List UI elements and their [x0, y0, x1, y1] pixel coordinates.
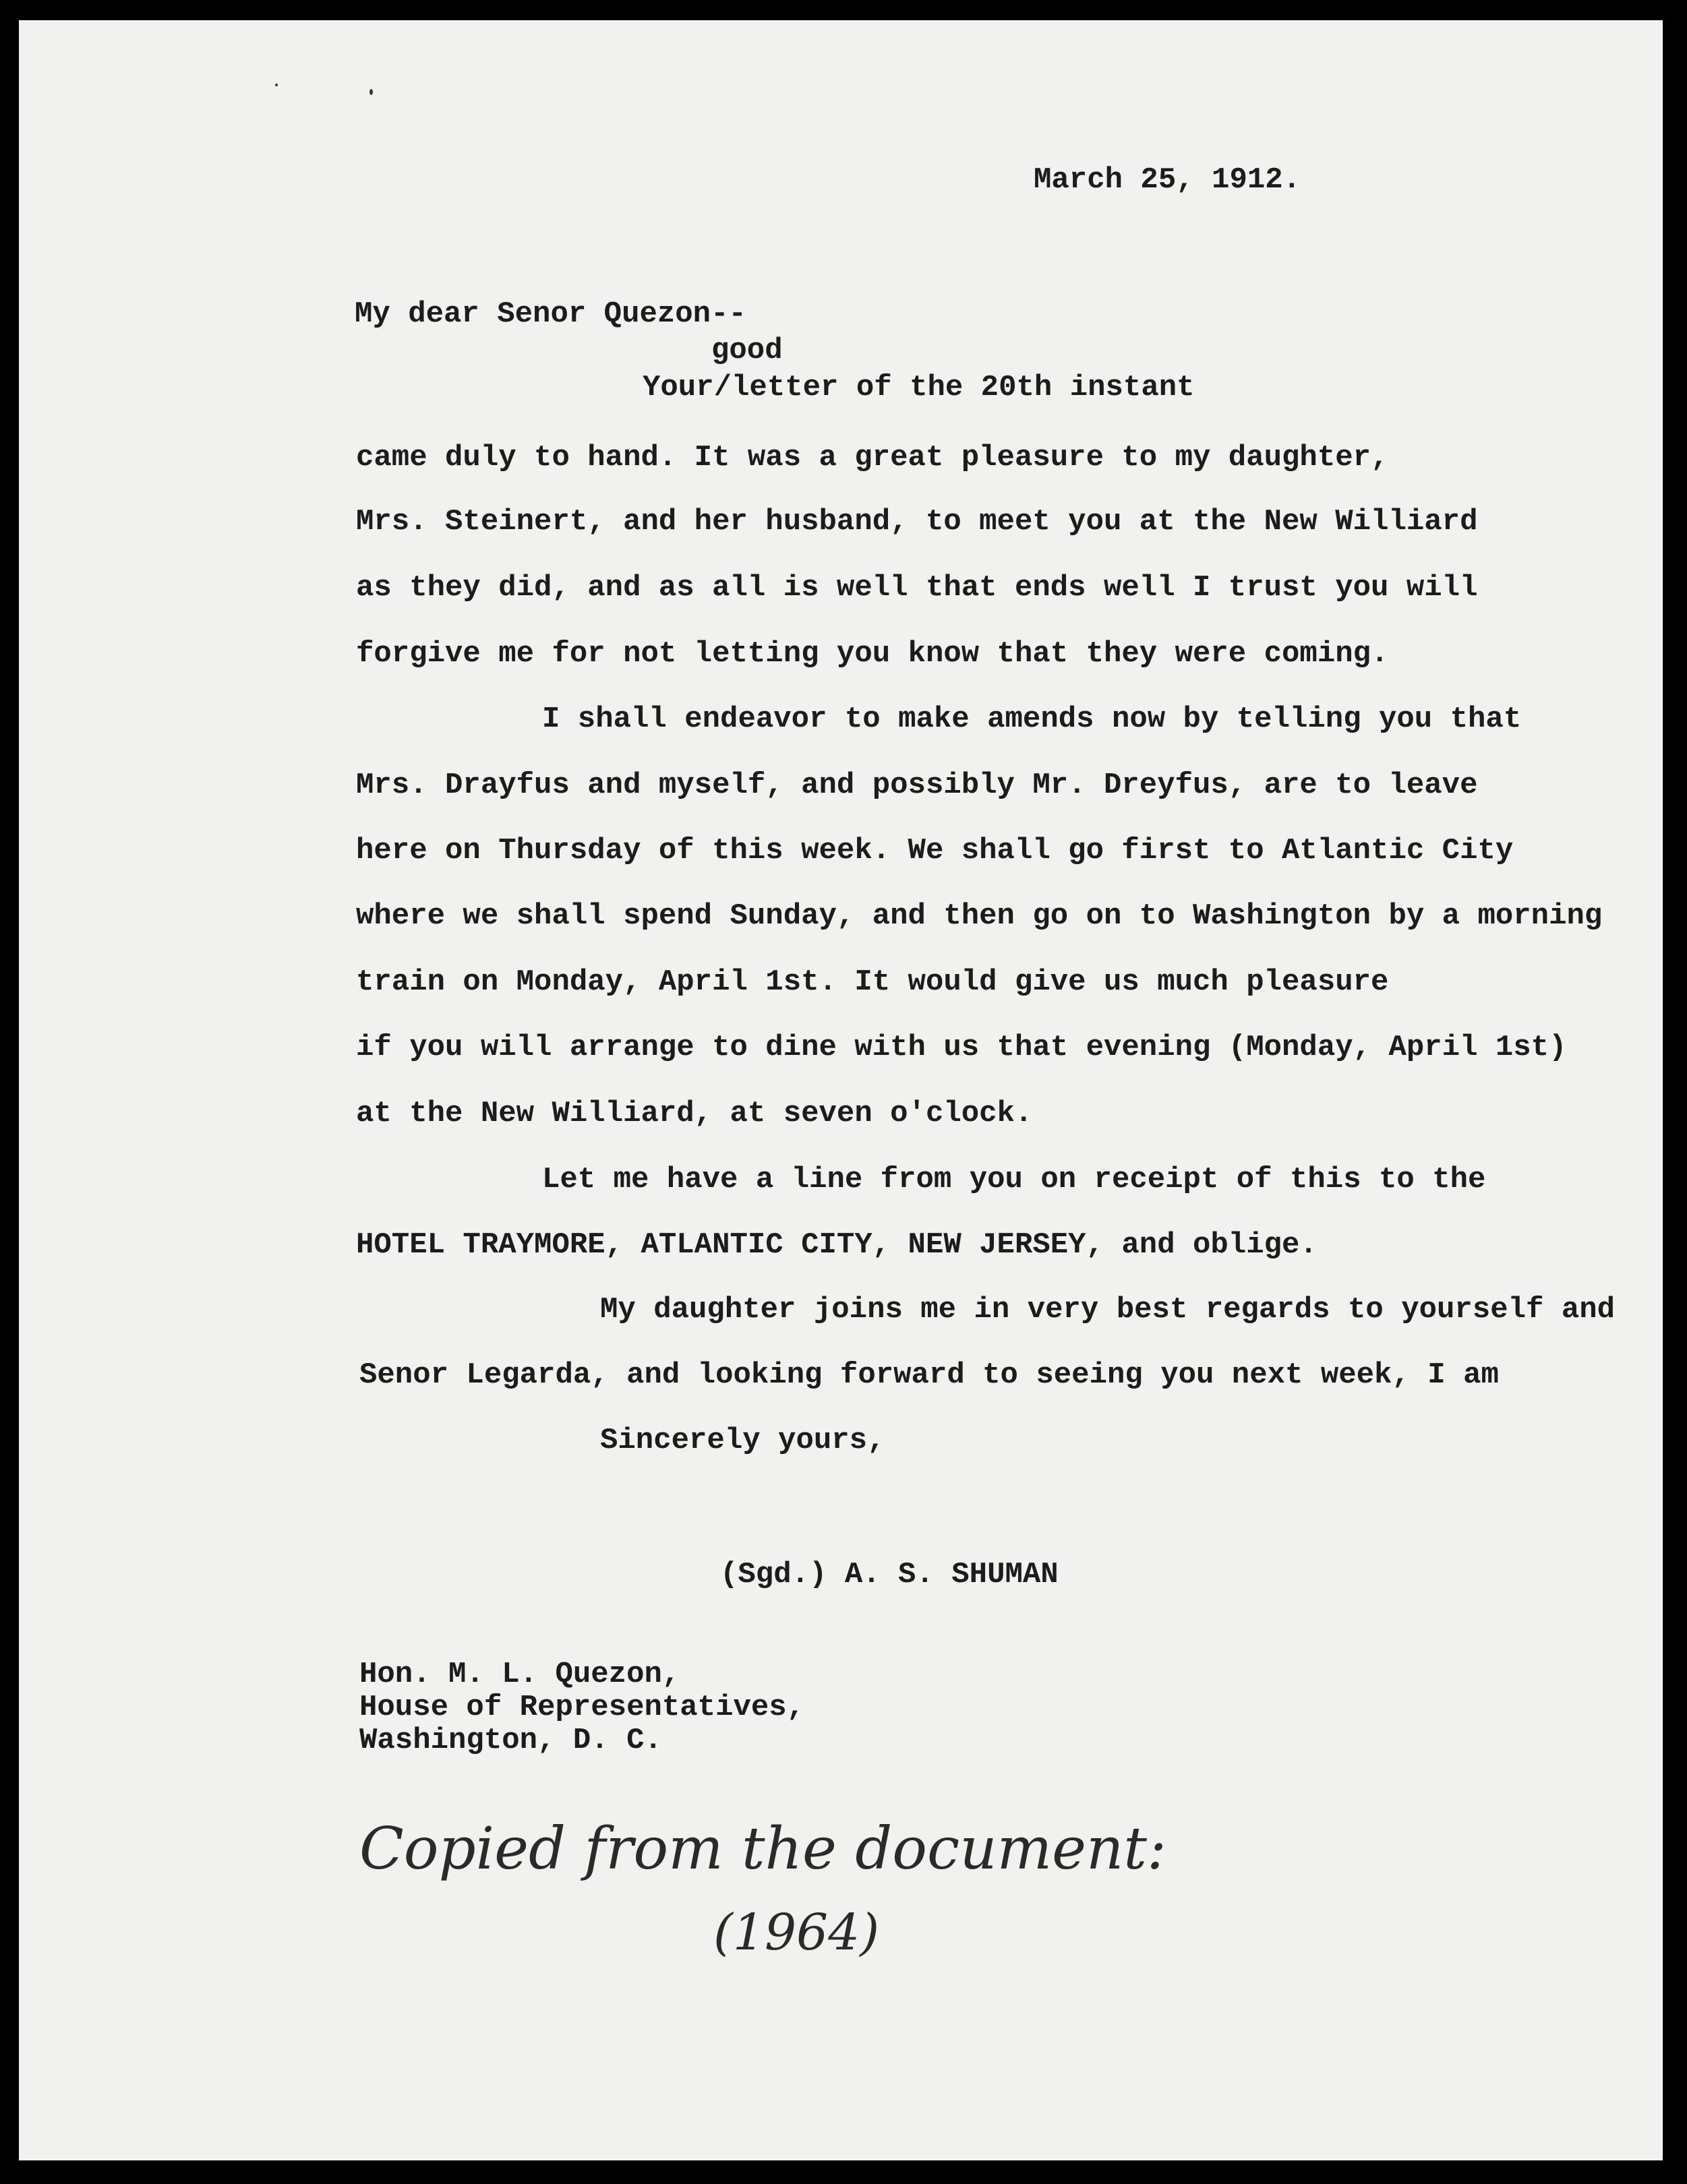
address-line-3: Washington, D. C.	[359, 1724, 662, 1757]
interlinear-insertion: good	[711, 334, 783, 367]
body-line-14: HOTEL TRAYMORE, ATLANTIC CITY, NEW JERSEY, and oblige.	[356, 1228, 1318, 1262]
body-line-4: as they did, and as all is well that ends well I trust you will	[356, 571, 1478, 605]
body-line-11: if you will arrange to dine with us that evening (Monday, April 1st)	[356, 1031, 1567, 1064]
body-line-8: here on Thursday of this week. We shall go first to Atlantic City	[356, 834, 1514, 868]
body-line-3: Mrs. Steinert, and her husband, to meet you at the New Williard	[356, 505, 1478, 539]
body-line-10: train on Monday, April 1st. It would give us much pleasure	[356, 965, 1389, 999]
handwritten-year: (1964)	[713, 1904, 880, 1962]
salutation: My dear Senor Quezon--	[355, 297, 746, 331]
body-line-2: came duly to hand. It was a great pleasure to my daughter,	[356, 441, 1389, 475]
handwritten-note: Copied from the document:	[359, 1815, 1166, 1883]
body-line-13: Let me have a line from you on receipt of this to the	[542, 1163, 1486, 1196]
letter-date: March 25, 1912.	[1034, 163, 1301, 197]
body-line-9: where we shall spend Sunday, and then go on to Washington by a morning	[356, 899, 1603, 933]
body-line-16: Senor Legarda, and looking forward to seeing you next week, I am	[359, 1358, 1499, 1392]
body-line-7: Mrs. Drayfus and myself, and possibly Mr. Dreyfus, are to leave	[356, 768, 1478, 802]
body-line-1: Your/letter of the 20th instant	[643, 371, 1195, 404]
paper-speck	[275, 84, 278, 86]
paper-speck	[369, 89, 373, 95]
letter-page	[19, 20, 1663, 2160]
body-line-12: at the New Williard, at seven o'clock.	[356, 1097, 1033, 1130]
signature: (Sgd.) A. S. SHUMAN	[720, 1558, 1059, 1591]
closing: Sincerely yours,	[600, 1424, 885, 1457]
body-line-5: forgive me for not letting you know that they were coming.	[356, 637, 1389, 671]
body-line-15: My daughter joins me in very best regards to yourself and	[600, 1293, 1616, 1327]
address-line-2: House of Representatives,	[359, 1691, 805, 1724]
body-line-6: I shall endeavor to make amends now by telling you that	[542, 702, 1522, 736]
address-line-1: Hon. M. L. Quezon,	[359, 1658, 680, 1691]
